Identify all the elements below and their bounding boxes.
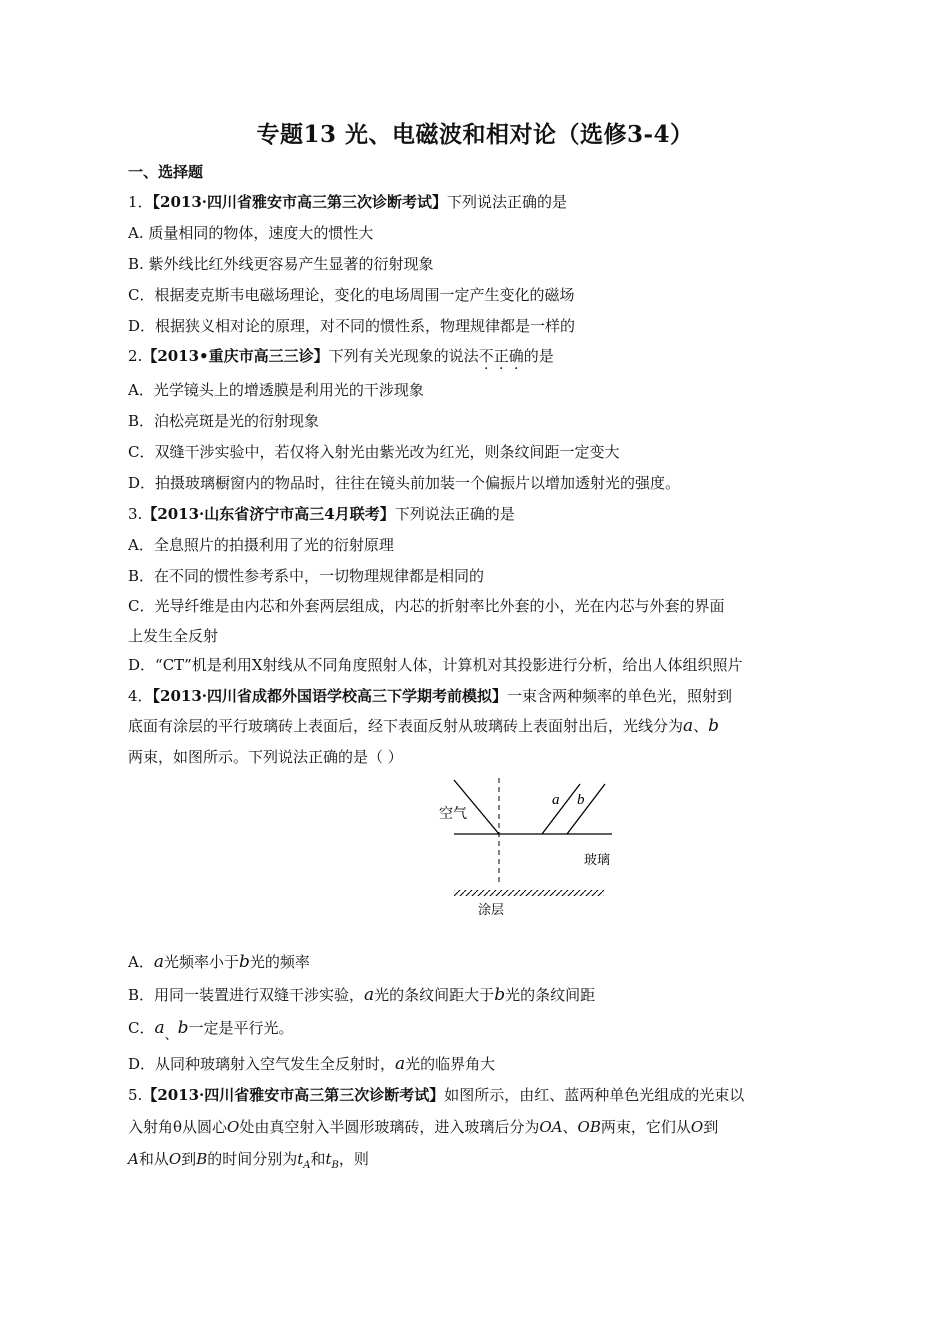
question-1-option-a: A. 质量相同的物体，速度大的惯性大 [128,224,374,242]
question-2-stem: 2.【2013•重庆市高三三诊】下列有关光现象的说法不正确的是 [128,347,554,365]
question-3-option-b: B．在不同的惯性参考系中，一切物理规律都是相同的 [128,567,485,585]
page-title: 专题13 光、电磁波和相对论（选修3-4） [256,121,694,148]
question-3-option-c: C．光导纤维是由内芯和外套两层组成，内芯的折射率比外套的小，光在内芯与外套的界面 [128,597,725,615]
section-heading: 一、选择题 [128,163,204,181]
coating-label: 涂层 [478,903,505,918]
ray-b [567,784,605,834]
question-3-option-c-cont: 上发生全反射 [128,627,219,645]
question-3-option-a: A．全息照片的拍摄利用了光的衍射原理 [128,536,394,554]
question-5-stem-line3: A和从O到B的时间分别为$t_A$和$t_B$，则 [128,1150,369,1171]
question-4-option-d: D．从同种玻璃射入空气发生全反射时，a光的临界角大 [128,1054,496,1074]
question-4-option-c: C．a、b一定是平行光。 [128,1018,294,1043]
question-1-stem: 1．【2013·四川省雅安市高三第三次诊断考试】下列说法正确的是 [128,193,568,211]
ray-a [542,784,580,834]
question-3-option-d: D．“CT”机是利用X射线从不同角度照射人体，计算机对其投影进行分析，给出人体组织照片 [128,656,743,674]
question-2-option-c: C．双缝干涉实验中，若仅将入射光由紫光改为红光，则条纹间距一定变大 [128,443,620,461]
question-2-option-d: D．拍摄玻璃橱窗内的物品时，往往在镜头前加装一个偏振片以增加透射光的强度。 [128,474,681,492]
coating-hatch [454,890,604,896]
light-path-figure [422,778,622,920]
question-4-stem: 4．【2013·四川省成都外国语学校高三下学期考前模拟】一束含两种频率的单色光，照射到 [128,687,733,705]
question-3-stem: 3.【2013·山东省济宁市高三4月联考】下列说法正确的是 [128,505,515,523]
question-4-option-a: A．a光频率小于b光的频率 [128,952,310,972]
glass-label: 玻璃 [584,853,611,868]
ray-b-label: b [577,792,585,808]
question-4-stem-line3: 两束，如图所示。下列说法正确的是（ ） [128,748,403,766]
question-1-option-b: B. 紫外线比红外线更容易产生显著的衍射现象 [128,255,434,273]
question-4-option-b: B．用同一装置进行双缝干涉实验，a光的条纹间距大于b光的条纹间距 [128,985,596,1005]
question-1-option-c: C．根据麦克斯韦电磁场理论，变化的电场周围一定产生变化的磁场 [128,286,575,304]
question-4-stem-line2: 底面有涂层的平行玻璃砖上表面后，经下表面反射从玻璃砖上表面射出后，光线分为a、b [128,716,720,736]
ray-a-label: a [552,792,560,808]
question-1-option-d: D．根据狭义相对论的原理，对不同的惯性系，物理规律都是一样的 [128,317,576,335]
question-2-option-b: B．泊松亮斑是光的衍射现象 [128,412,320,430]
air-label: 空气 [439,806,467,822]
question-5-stem-line2: 入射角θ从圆心O处由真空射入半圆形玻璃砖，进入玻璃后分为OA、OB两束，它们从O到 [128,1118,719,1136]
question-5-stem: 5.【2013·四川省雅安市高三第三次诊断考试】如图所示，由红、蓝两种单色光组成的光束以 [128,1086,745,1104]
question-2-option-a: A．光学镜头上的增透膜是利用光的干涉现象 [128,381,424,399]
